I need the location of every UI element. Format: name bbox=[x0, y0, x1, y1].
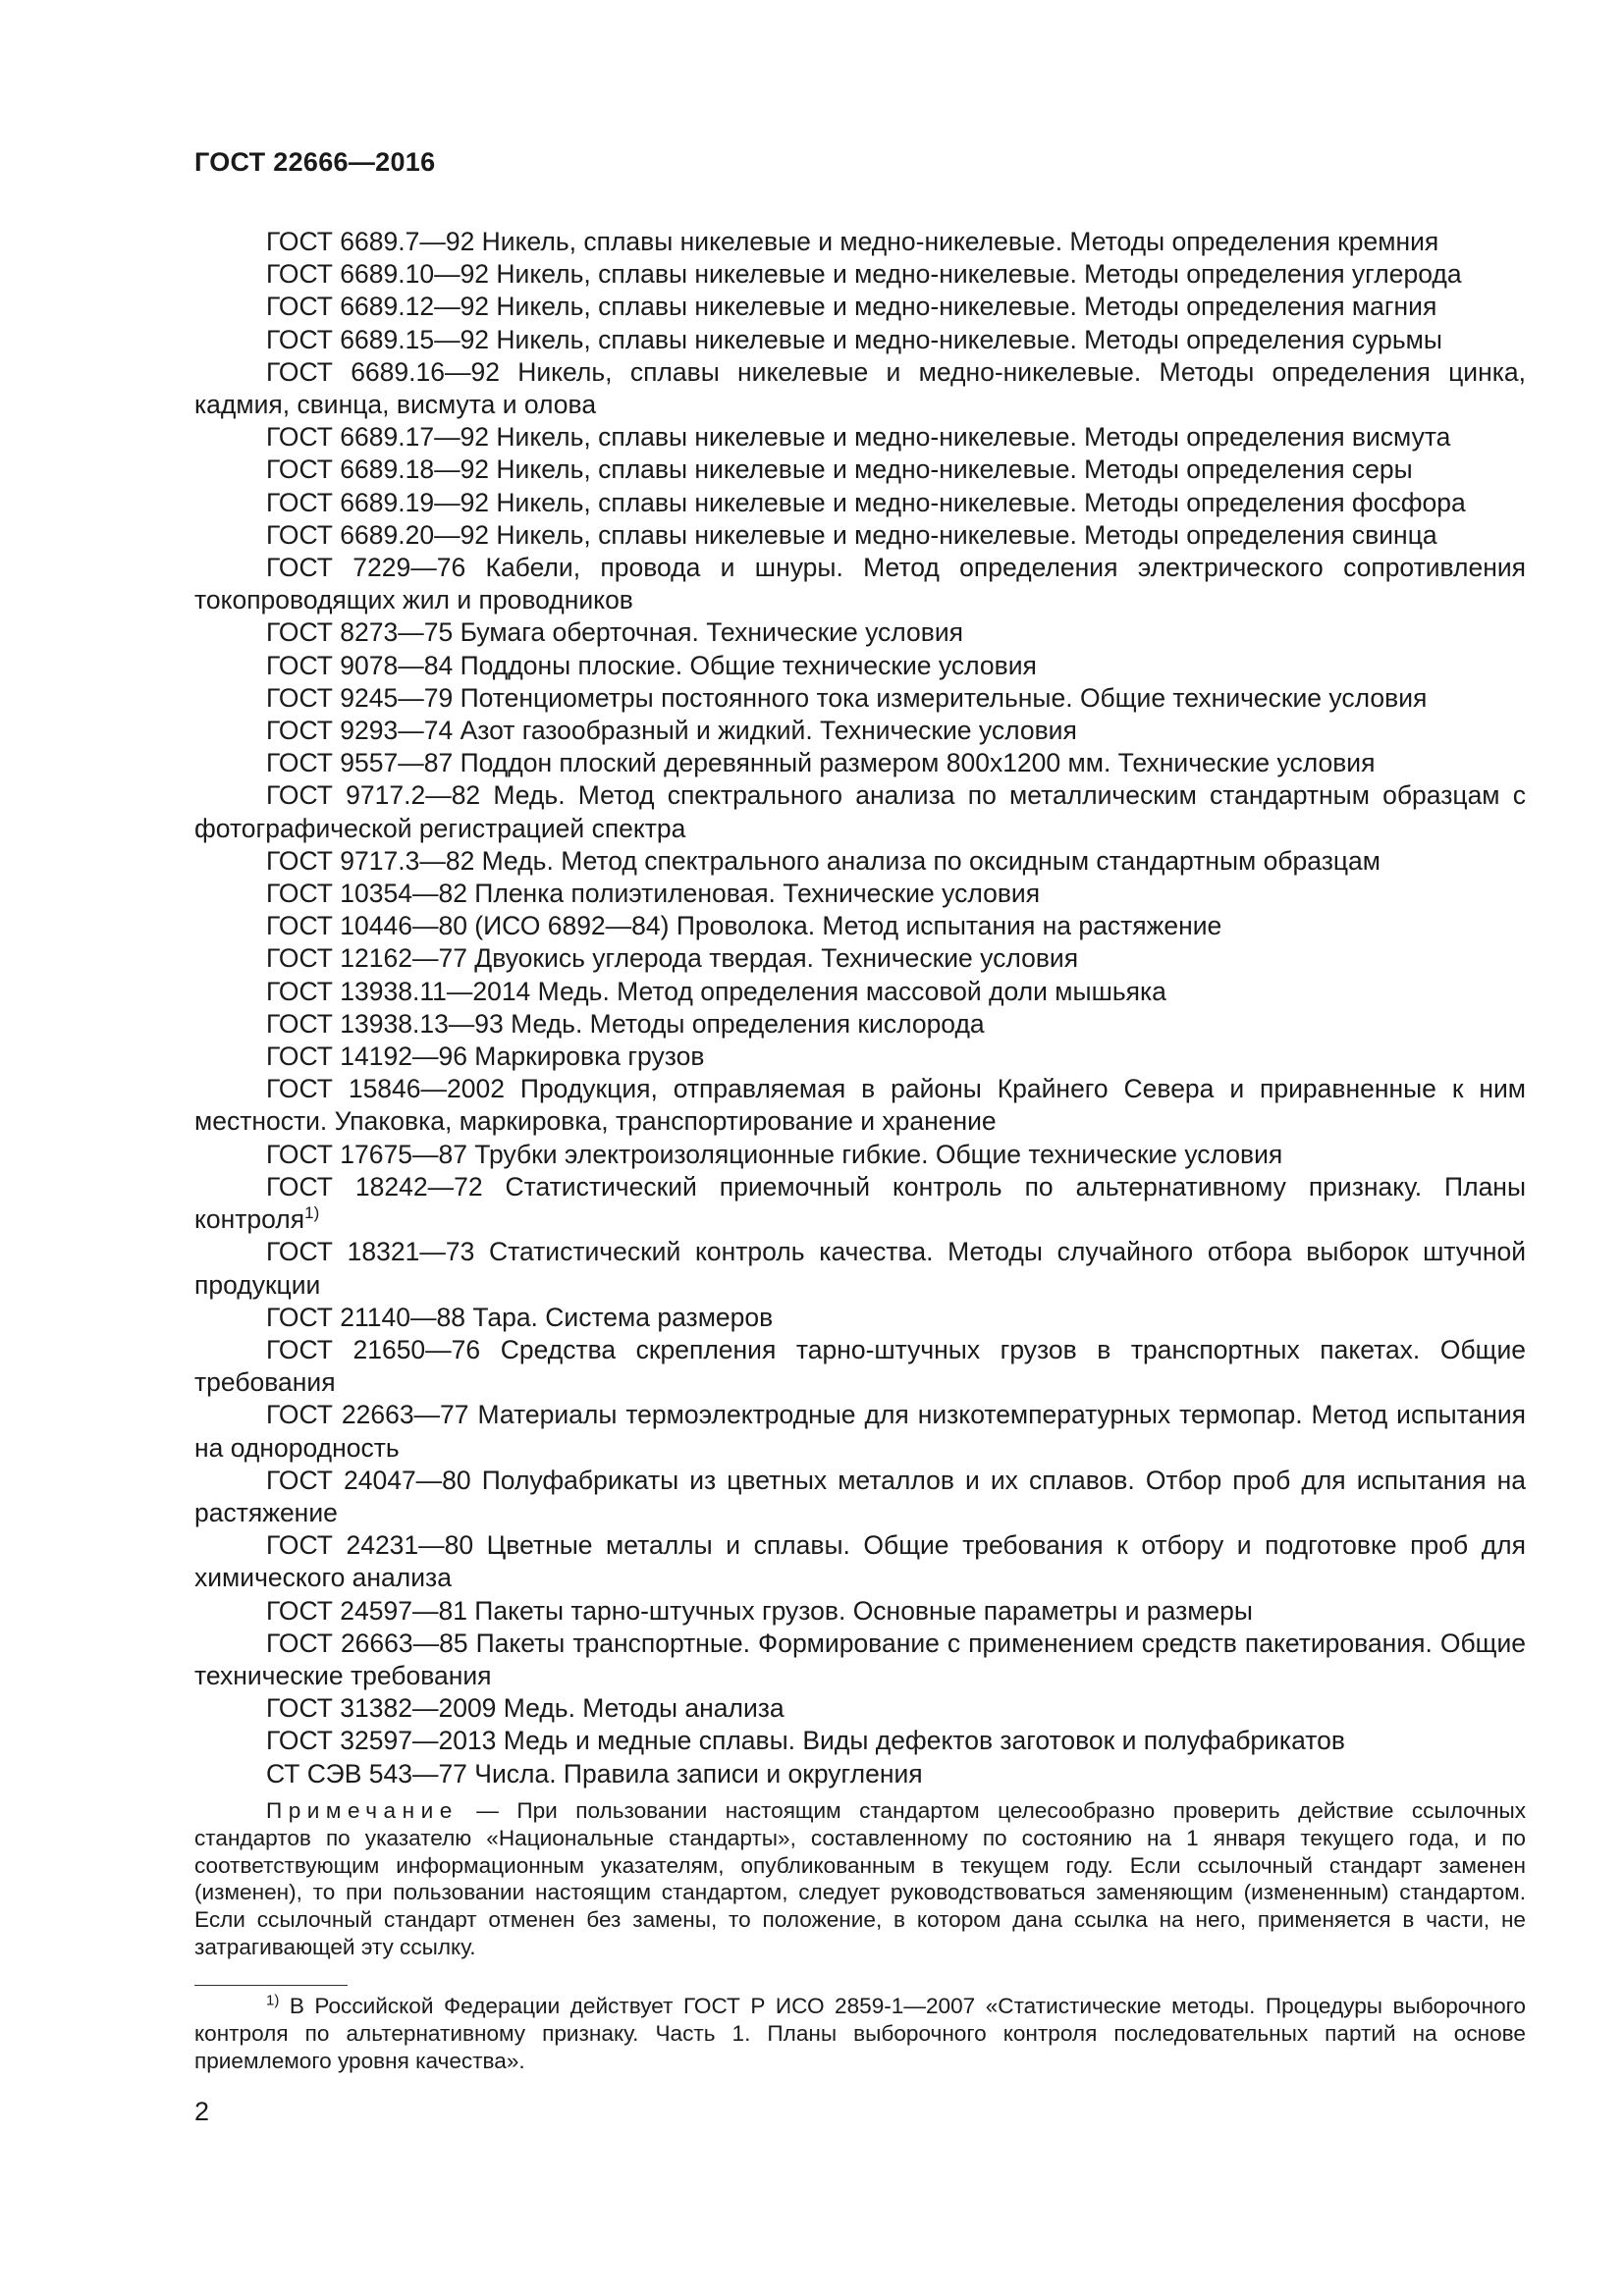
reference-item: ГОСТ 21650—76 Средства скрепления тарно-штучных грузов в транспортных пакетах. Общие требования bbox=[194, 1334, 1526, 1398]
reference-item: ГОСТ 6689.16—92 Никель, сплавы никелевые и медно-никелевые. Методы определения цинка, кадмия, свинца, висмута и олова bbox=[194, 356, 1526, 420]
reference-item: ГОСТ 6689.19—92 Никель, сплавы никелевые и медно-никелевые. Методы определения фосфора bbox=[266, 487, 1466, 517]
reference-item: ГОСТ 6689.15—92 Никель, сплавы никелевые и медно-никелевые. Методы определения сурьмы bbox=[266, 324, 1442, 354]
reference-item: ГОСТ 22663—77 Материалы термоэлектродные для низкотемпературных термопар. Метод испытания на однородность bbox=[194, 1400, 1526, 1463]
reference-item: ГОСТ 24597—81 Пакеты тарно-штучных грузов. Основные параметры и размеры bbox=[266, 1595, 1253, 1626]
reference-item: СТ СЭВ 543—77 Числа. Правила записи и округления bbox=[266, 1758, 923, 1789]
footnote-separator bbox=[194, 1985, 348, 1986]
reference-item: ГОСТ 9557—87 Поддон плоский деревянный размером 800x1200 мм. Технические условия bbox=[266, 748, 1376, 778]
reference-item: ГОСТ 10446—80 (ИСО 6892—84) Проволока. Метод испытания на растяжение bbox=[266, 911, 1222, 941]
reference-item: ГОСТ 24047—80 Полуфабрикаты из цветных металлов и их сплавов. Отбор проб для испытания на растяжение bbox=[194, 1465, 1526, 1527]
reference-item: ГОСТ 6689.18—92 Никель, сплавы никелевые и медно-никелевые. Методы определения серы bbox=[266, 454, 1413, 485]
reference-item: ГОСТ 6689.20—92 Никель, сплавы никелевые и медно-никелевые. Методы определения свинца bbox=[266, 519, 1437, 550]
reference-text: ГОСТ 18242—72 Статистический приемочный контроль по альтернативному признаку. Планы контроля bbox=[194, 1171, 1526, 1235]
reference-item: ГОСТ 12162—77 Двуокись углерода твердая. Технические условия bbox=[266, 943, 1079, 974]
reference-item: ГОСТ 6689.12—92 Никель, сплавы никелевые и медно-никелевые. Методы определения магния bbox=[266, 292, 1437, 322]
reference-item: ГОСТ 13938.13—93 Медь. Методы определения кислорода bbox=[266, 1008, 985, 1039]
reference-item: ГОСТ 18321—73 Статистический контроль качества. Методы случайного отбора выборок штучной продукции bbox=[194, 1237, 1526, 1300]
footnote-marker: 1) bbox=[304, 1203, 320, 1223]
reference-item: ГОСТ 24231—80 Цветные металлы и сплавы. Общие требования к отбору и подготовке проб для химического анализа bbox=[194, 1530, 1526, 1593]
reference-item: ГОСТ 6689.17—92 Никель, сплавы никелевые и медно-никелевые. Методы определения висмута bbox=[266, 422, 1451, 453]
reference-item: ГОСТ 7229—76 Кабели, провода и шнуры. Метод определения электрического сопротивления токопроводящих жил и проводников bbox=[194, 553, 1526, 615]
reference-item: ГОСТ 8273—75 Бумага оберточная. Технические условия bbox=[266, 617, 964, 648]
page-number: 2 bbox=[194, 2097, 210, 2126]
reference-item: ГОСТ 9293—74 Азот газообразный и жидкий. Технические условия bbox=[266, 716, 1077, 746]
reference-item: ГОСТ 9717.3—82 Медь. Метод спектрального анализа по оксидным стандартным образцам bbox=[266, 845, 1380, 876]
reference-item: ГОСТ 26663—85 Пакеты транспортные. Формирование с применением средств пакетирования. Общие технические требования bbox=[194, 1628, 1526, 1690]
note-text: — При пользовании настоящим стандартом целесообразно проверить действие ссылочных стандартов по указателю «Национальные стандарты», составленному по состоянию на 1 января текущего года, и по соответствующим информационным указателям, опубликованным в текущем году. Если ссылочный стандарт заменен (изменен), то при пользовании настоящим стандартом, следует руководствоваться заменяющим (измененным) стандартом. Если ссылочный стандарт отменен без замены, то положение, в котором дана ссылка на него, применяется в части, не затрагивающей эту ссылку. bbox=[194, 1798, 1526, 1959]
note-paragraph bbox=[194, 1797, 1526, 1961]
reference-item: ГОСТ 15846—2002 Продукция, отправляемая в районы Крайнего Севера и приравненные к ним местности. Упаковка, маркировка, транспортирование и хранение bbox=[194, 1074, 1526, 1137]
reference-item: ГОСТ 31382—2009 Медь. Методы анализа bbox=[266, 1693, 785, 1724]
reference-item: ГОСТ 9245—79 Потенциометры постоянного тока измерительные. Общие технические условия bbox=[266, 682, 1428, 713]
references-list bbox=[194, 226, 1526, 1790]
reference-item-with-footnote bbox=[194, 1171, 1526, 1236]
reference-item: ГОСТ 6689.10—92 Никель, сплавы никелевые и медно-никелевые. Методы определения углерода bbox=[266, 259, 1462, 290]
reference-item: ГОСТ 17675—87 Трубки электроизоляционные гибкие. Общие технические условия bbox=[266, 1139, 1283, 1169]
footnote-text: В Российской Федерации действует ГОСТ Р ИСО 2859-1—2007 «Статистические методы. Процедуры выборочного контроля по альтернативному признаку. Часть 1. Планы выборочного контроля последовательных партий на основе приемлемого уровня качества». bbox=[194, 1994, 1526, 2073]
reference-item: ГОСТ 13938.11—2014 Медь. Метод определения массовой доли мышьяка bbox=[266, 976, 1166, 1006]
footnote bbox=[194, 1993, 1526, 2074]
reference-item: ГОСТ 9717.2—82 Медь. Метод спектрального анализа по металлическим стандартным образцам с фотографической регистрацией спектра bbox=[194, 780, 1526, 843]
reference-item: ГОСТ 14192—96 Маркировка грузов bbox=[266, 1041, 705, 1072]
reference-item: ГОСТ 10354—82 Пленка полиэтиленовая. Технические условия bbox=[266, 879, 1041, 909]
document-header: ГОСТ 22666—2016 bbox=[194, 147, 436, 177]
reference-item: ГОСТ 6689.7—92 Никель, сплавы никелевые и медно-никелевые. Методы определения кремния bbox=[266, 227, 1439, 256]
reference-item: ГОСТ 9078—84 Поддоны плоские. Общие технические условия bbox=[266, 650, 1037, 680]
note-label: Примечание bbox=[266, 1798, 459, 1823]
reference-item: ГОСТ 32597—2013 Медь и медные сплавы. Виды дефектов заготовок и полуфабрикатов bbox=[266, 1726, 1345, 1756]
footnote-mark: 1) bbox=[266, 1992, 280, 2009]
reference-item: ГОСТ 21140—88 Тара. Система размеров bbox=[266, 1302, 774, 1332]
